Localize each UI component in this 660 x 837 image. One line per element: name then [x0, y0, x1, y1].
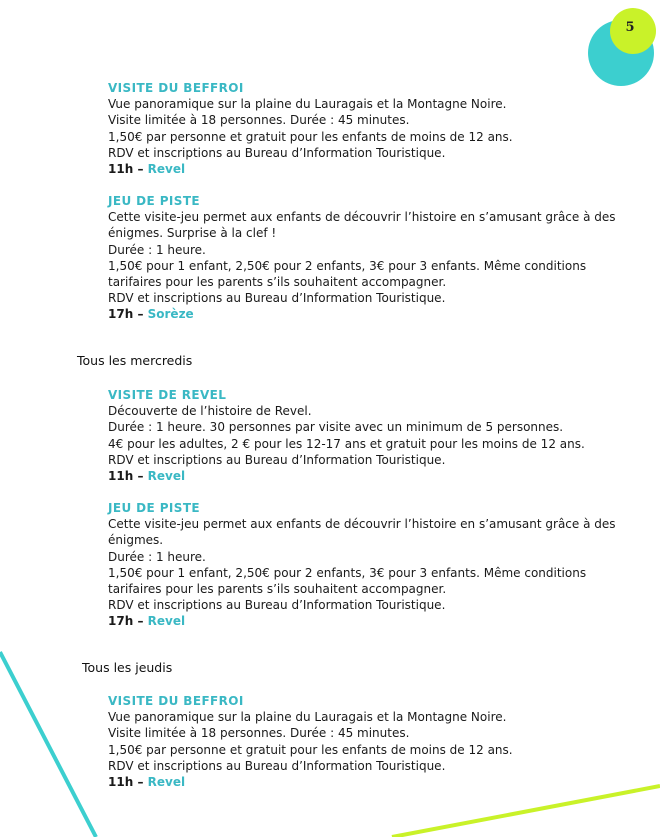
separator: –	[137, 614, 144, 629]
event-description-line: Visite limitée à 18 personnes. Durée : 45 minutes.	[108, 113, 410, 128]
event-description-line: Cette visite-jeu permet aux enfants de découvrir l’histoire en s’amusant grâce à des	[108, 210, 616, 225]
event-description-line: Durée : 1 heure. 30 personnes par visite avec un minimum de 5 personnes.	[108, 420, 564, 435]
event-description-line: tarifaires pour les parents s’ils souhaitent accompagner.	[108, 582, 447, 597]
event-block	[108, 693, 598, 790]
event-description-line: énigmes.	[108, 533, 164, 548]
event-block	[108, 80, 598, 177]
event-time: 11h	[108, 162, 134, 177]
lime-diagonal-line	[392, 786, 660, 837]
event-title: VISITE DU BEFFROI	[108, 694, 244, 708]
separator: –	[137, 469, 144, 484]
event-block	[108, 193, 616, 323]
event-description-line: 1,50€ par personne et gratuit pour les enfants de moins de 12 ans.	[108, 742, 513, 757]
event-title: VISITE DE REVEL	[108, 388, 227, 402]
event-description-line: Durée : 1 heure.	[108, 549, 206, 564]
event-block	[108, 387, 598, 484]
event-description-line: Visite limitée à 18 personnes. Durée : 45 minutes.	[108, 726, 410, 741]
event-place: Revel	[147, 469, 186, 484]
event-description-line: 1,50€ pour 1 enfant, 2,50€ pour 2 enfants, 3€ pour 3 enfants. Même conditions	[108, 258, 587, 273]
event-description-line: tarifaires pour les parents s’ils souhaitent accompagner.	[108, 275, 447, 290]
page-number: 5	[625, 20, 635, 35]
event-description-line: Cette visite-jeu permet aux enfants de découvrir l’histoire en s’amusant grâce à des	[108, 517, 616, 532]
event-description-line: RDV et inscriptions au Bureau d’Information Touristique.	[108, 452, 446, 467]
event-time-place	[108, 468, 598, 484]
event-time-place	[108, 613, 598, 629]
event-description-line: 4€ pour les adultes, 2 € pour les 12-17 ans et gratuit pour les moins de 12 ans.	[108, 436, 585, 451]
event-title: JEU DE PISTE	[108, 501, 201, 515]
event-description-line: 1,50€ par personne et gratuit pour les enfants de moins de 12 ans.	[108, 129, 513, 144]
event-time: 11h	[108, 469, 134, 484]
separator: –	[137, 162, 144, 177]
event-time-place	[108, 306, 598, 322]
event-description-line: Découverte de l’histoire de Revel.	[108, 404, 312, 419]
event-description-line: Durée : 1 heure.	[108, 242, 206, 257]
event-place: Revel	[147, 614, 186, 629]
event-description-line: Vue panoramique sur la plaine du Lauragais et la Montagne Noire.	[108, 97, 507, 112]
section-heading-wednesdays: Tous les mercredis	[77, 353, 193, 368]
event-time: 17h	[108, 307, 134, 322]
event-time: 11h	[108, 775, 134, 790]
event-description-line: Vue panoramique sur la plaine du Lauragais et la Montagne Noire.	[108, 710, 507, 725]
event-title: JEU DE PISTE	[108, 194, 201, 208]
event-time-place	[108, 161, 598, 177]
event-place: Revel	[147, 775, 186, 790]
event-description-line: RDV et inscriptions au Bureau d’Information Touristique.	[108, 598, 446, 613]
event-title: VISITE DU BEFFROI	[108, 81, 244, 95]
event-place: Revel	[147, 162, 186, 177]
event-time: 17h	[108, 614, 134, 629]
event-description-line: énigmes. Surprise à la clef !	[108, 226, 277, 241]
event-description-line: RDV et inscriptions au Bureau d’Information Touristique.	[108, 291, 446, 306]
event-block	[108, 500, 616, 630]
section-heading-thursdays: Tous les jeudis	[82, 660, 173, 675]
event-time-place	[108, 774, 598, 790]
teal-diagonal-line	[0, 652, 96, 837]
event-description-line: RDV et inscriptions au Bureau d’Information Touristique.	[108, 145, 446, 160]
event-place: Sorèze	[147, 307, 194, 322]
separator: –	[137, 307, 144, 322]
event-description-line: RDV et inscriptions au Bureau d’Information Touristique.	[108, 758, 446, 773]
separator: –	[137, 775, 144, 790]
event-description-line: 1,50€ pour 1 enfant, 2,50€ pour 2 enfants, 3€ pour 3 enfants. Même conditions	[108, 565, 587, 580]
